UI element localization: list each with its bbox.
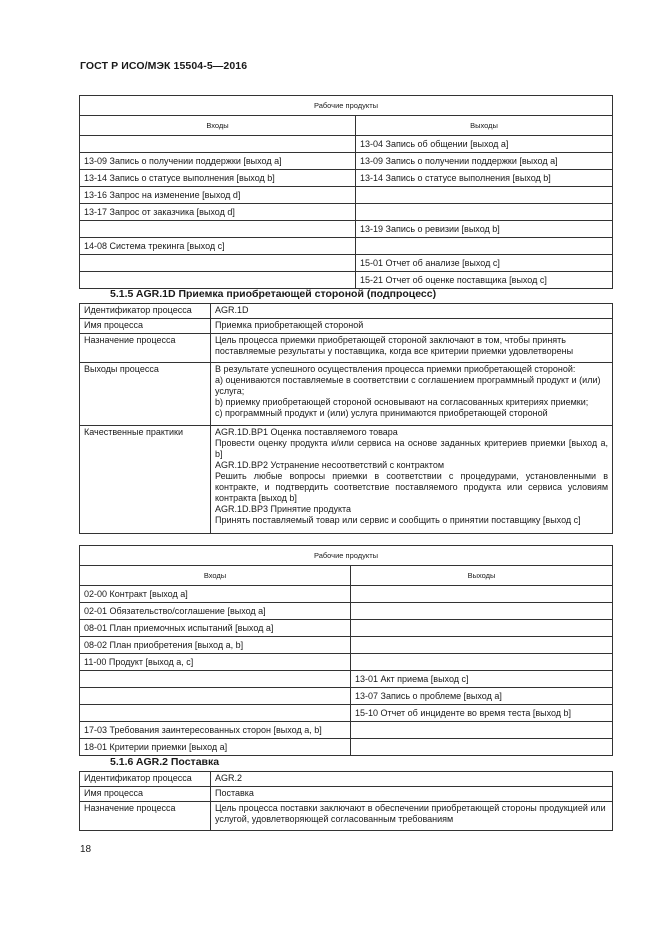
column-header-outputs: Выходы — [351, 566, 613, 586]
input-cell: 02-01 Обязательство/соглашение [выход a] — [80, 603, 351, 620]
output-cell: 13-04 Запись об общении [выход a] — [356, 136, 613, 153]
practice-bp2-title: AGR.1D.BP2 Устранение несоответствий с контрактом — [215, 460, 445, 470]
section-title-agr2: 5.1.6 AGR.2 Поставка — [110, 756, 220, 768]
practice-bp2-text: Решить любые вопросы приемки в соответствии с процедурами, установленными в контракте, и подтвердить соответствие поставляемого продукта или сервиса условиям контракта [выход b] — [215, 471, 608, 503]
output-cell — [356, 204, 613, 221]
table-row — [80, 671, 613, 688]
column-header-inputs: Входы — [80, 116, 356, 136]
outcomes-intro: В результате успешного осуществления процесса приемки приобретающей стороной: — [215, 364, 576, 374]
process-purpose-label: Назначение процесса — [80, 802, 211, 831]
output-cell — [351, 603, 613, 620]
process-purpose-value: Цель процесса приемки приобретающей стороной заключают в том, чтобы принять поставляемые результаты у поставщика, когда все критерии приемки удовлетворены — [211, 334, 613, 363]
practice-bp1-text: Провести оценку продукта и/или сервиса на основе заданных критериев приемки [выход a, b] — [215, 438, 608, 459]
output-cell: 13-14 Запись о статусе выполнения [выход b] — [356, 170, 613, 187]
column-header-inputs: Входы — [80, 566, 351, 586]
process-practices-list — [211, 426, 613, 534]
input-cell — [80, 671, 351, 688]
table-row — [80, 204, 613, 221]
table-row — [80, 722, 613, 739]
process-purpose-label: Назначение процесса — [80, 334, 211, 363]
input-cell — [80, 136, 356, 153]
process-name-value: Поставка — [211, 787, 613, 802]
practice-bp3-title: AGR.1D.BP3 Принятие продукта — [215, 504, 352, 514]
process-purpose-value: Цель процесса поставки заключают в обеспечении приобретающей стороны продукцией или услугой, удовлетворяющей согласованным требованиям — [211, 802, 613, 831]
table-row — [80, 153, 613, 170]
process-table-agr1d — [79, 303, 613, 534]
process-outcomes-label: Выходы процесса — [80, 363, 211, 426]
table-row — [80, 170, 613, 187]
table-row — [80, 187, 613, 204]
process-table-agr2 — [79, 771, 613, 831]
table-row — [80, 637, 613, 654]
process-id-label: Идентификатор процесса — [80, 772, 211, 787]
output-cell: 13-07 Запись о проблеме [выход a] — [351, 688, 613, 705]
page-number: 18 — [80, 844, 92, 855]
table-row — [80, 603, 613, 620]
table-row — [80, 255, 613, 272]
table-row — [80, 272, 613, 289]
input-cell: 02-00 Контракт [выход a] — [80, 586, 351, 603]
practice-bp3-text: Принять поставляемый товар или сервис и сообщить о принятии поставщику [выход c] — [215, 515, 581, 525]
input-cell — [80, 688, 351, 705]
process-id-value: AGR.1D — [211, 304, 613, 319]
output-cell — [351, 739, 613, 756]
output-cell: 15-21 Отчет об оценке поставщика [выход c] — [356, 272, 613, 289]
input-cell — [80, 272, 356, 289]
output-cell: 13-01 Акт приема [выход c] — [351, 671, 613, 688]
process-practices-label: Качественные практики — [80, 426, 211, 534]
input-cell: 08-02 План приобретения [выход a, b] — [80, 637, 351, 654]
input-cell: 08-01 План приемочных испытаний [выход a] — [80, 620, 351, 637]
table-row — [80, 705, 613, 722]
work-products-table-1 — [79, 95, 613, 289]
outcome-a: a) оцениваются поставляемые в соответствии с соглашением программный продукт и (или) услуга; — [215, 375, 601, 396]
input-cell — [80, 221, 356, 238]
table-row — [80, 739, 613, 756]
table-row — [80, 654, 613, 671]
input-cell: 11-00 Продукт [выход a, c] — [80, 654, 351, 671]
output-cell: 15-01 Отчет об анализе [выход c] — [356, 255, 613, 272]
input-cell: 13-17 Запрос от заказчика [выход d] — [80, 204, 356, 221]
table-row — [80, 688, 613, 705]
output-cell: 13-19 Запись о ревизии [выход b] — [356, 221, 613, 238]
output-cell — [351, 586, 613, 603]
process-name-value: Приемка приобретающей стороной — [211, 319, 613, 334]
practice-bp1-title: AGR.1D.BP1 Оценка поставляемого товара — [215, 427, 398, 437]
input-cell: 14-08 Система трекинга [выход c] — [80, 238, 356, 255]
process-outcomes-list — [211, 363, 613, 426]
output-cell — [351, 620, 613, 637]
input-cell: 13-16 Запрос на изменение [выход d] — [80, 187, 356, 204]
process-name-label: Имя процесса — [80, 787, 211, 802]
document-header: ГОСТ Р ИСО/МЭК 15504-5—2016 — [80, 60, 248, 72]
output-cell — [351, 722, 613, 739]
output-cell — [356, 238, 613, 255]
process-id-value: AGR.2 — [211, 772, 613, 787]
input-cell: 18-01 Критерии приемки [выход a] — [80, 739, 351, 756]
table-title: Рабочие продукты — [80, 546, 613, 566]
section-title-agr1d: 5.1.5 AGR.1D Приемка приобретающей стороной (подпроцесс) — [110, 288, 437, 300]
outcome-c: c) программный продукт и (или) услуга принимаются приобретающей стороной — [215, 408, 548, 418]
process-id-label: Идентификатор процесса — [80, 304, 211, 319]
input-cell: 13-14 Запись о статусе выполнения [выход b] — [80, 170, 356, 187]
table-row — [80, 136, 613, 153]
output-cell: 15-10 Отчет об инциденте во время теста [выход b] — [351, 705, 613, 722]
table-row — [80, 238, 613, 255]
column-header-outputs: Выходы — [356, 116, 613, 136]
outcome-b: b) приемку приобретающей стороной основывают на согласованных критериях приемки; — [215, 397, 589, 407]
table-row — [80, 620, 613, 637]
input-cell — [80, 705, 351, 722]
output-cell — [351, 654, 613, 671]
table-row — [80, 221, 613, 238]
input-cell: 17-03 Требования заинтересованных сторон [выход a, b] — [80, 722, 351, 739]
work-products-table-2 — [79, 545, 613, 756]
input-cell: 13-09 Запись о получении поддержки [выход a] — [80, 153, 356, 170]
input-cell — [80, 255, 356, 272]
output-cell: 13-09 Запись о получении поддержки [выход a] — [356, 153, 613, 170]
output-cell — [356, 187, 613, 204]
process-name-label: Имя процесса — [80, 319, 211, 334]
table-title: Рабочие продукты — [80, 96, 613, 116]
output-cell — [351, 637, 613, 654]
table-row — [80, 586, 613, 603]
